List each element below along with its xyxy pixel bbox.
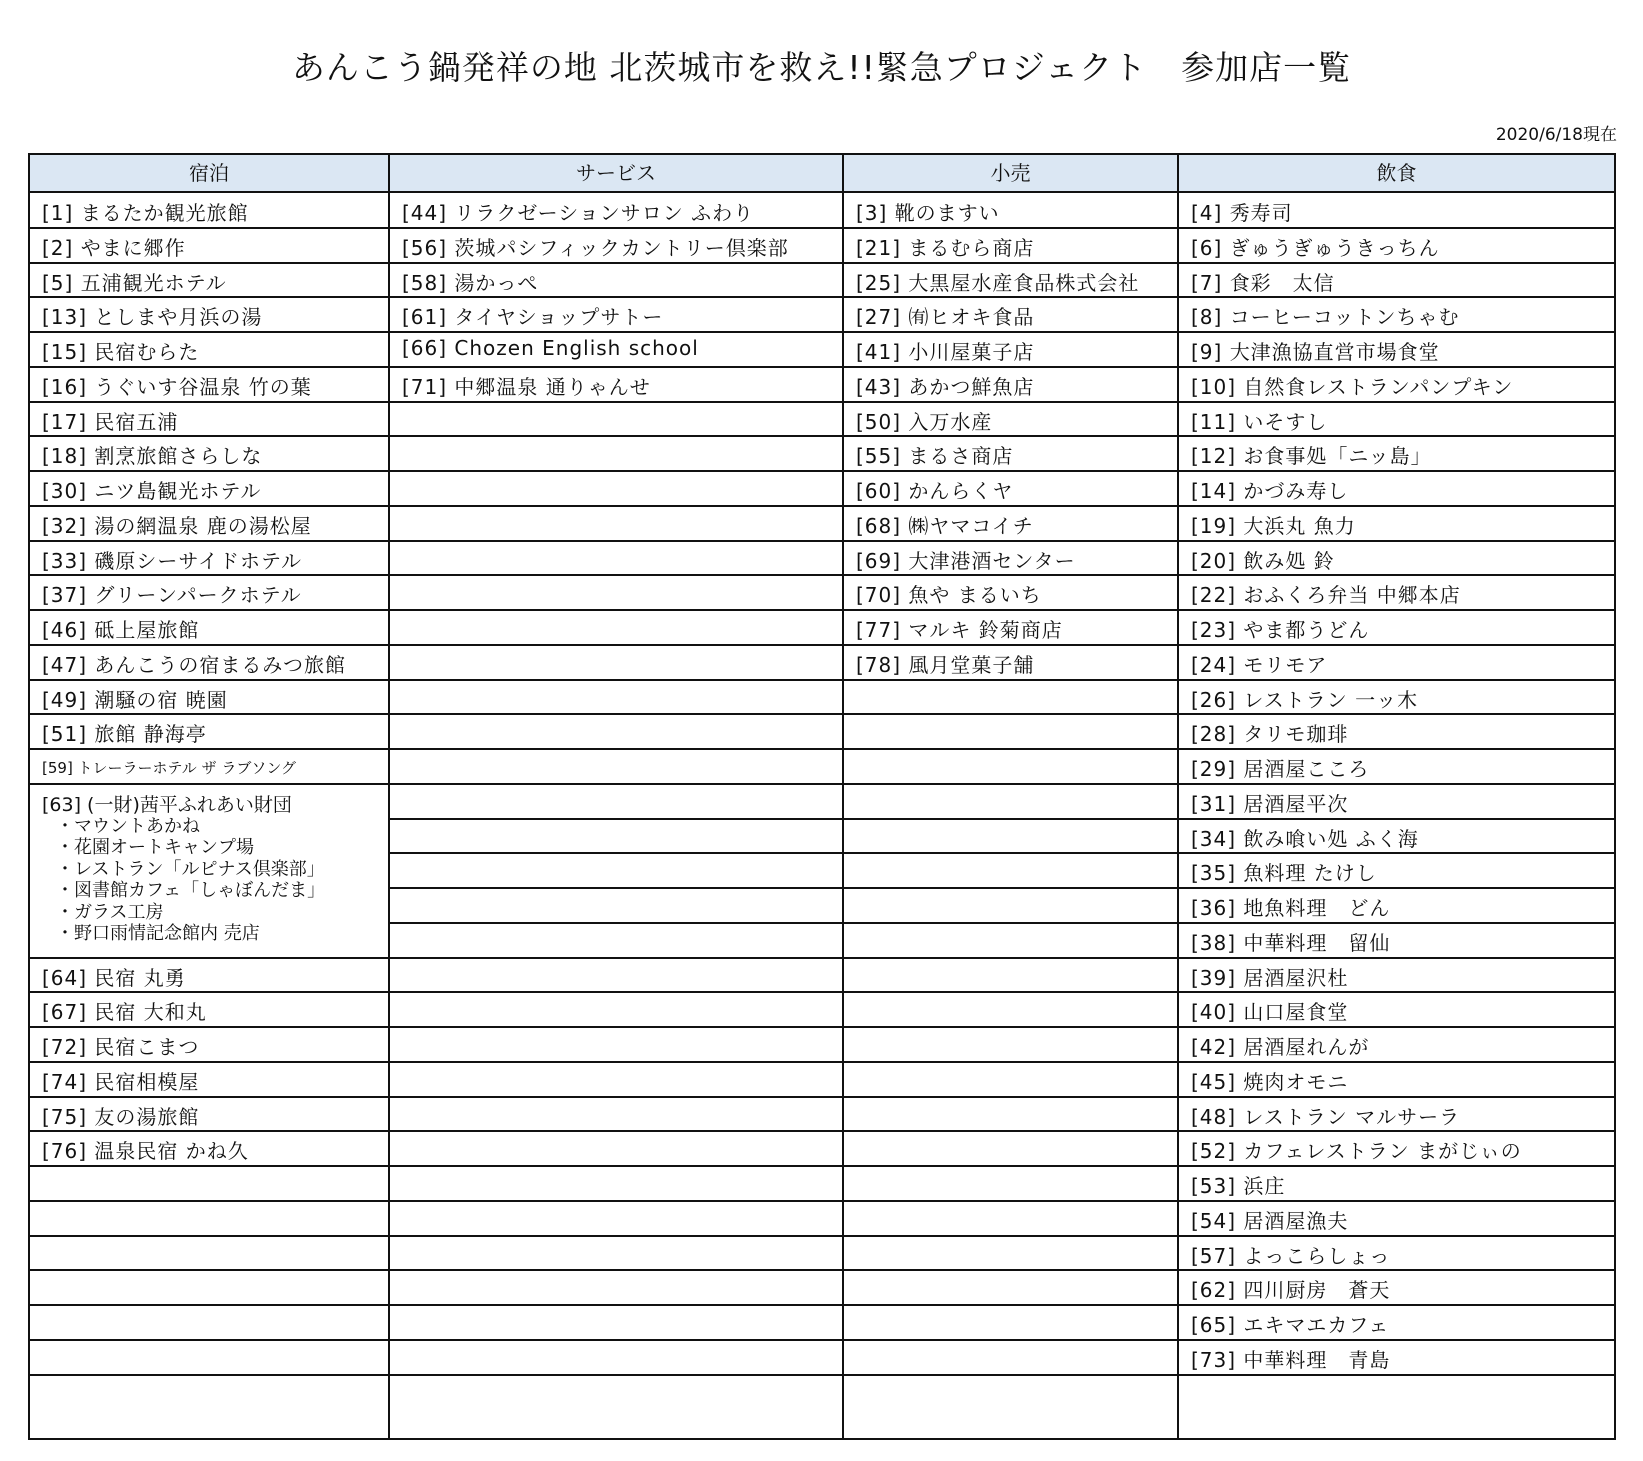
food-item: [9] 大津漁協直営市場食堂 xyxy=(1191,340,1440,364)
lodging-item: [18] 割烹旅館さらしな xyxy=(42,444,263,469)
row-divider xyxy=(30,366,388,368)
column-divider xyxy=(1177,155,1179,1438)
row-divider xyxy=(844,1374,1177,1376)
row-divider xyxy=(390,887,842,889)
food-item: [29] 居酒屋こころ xyxy=(1191,757,1370,781)
row-divider xyxy=(844,1339,1177,1341)
retail-item: [70] 魚や まるいち xyxy=(856,583,1042,608)
row-divider xyxy=(30,574,388,576)
food-item: [20] 飲み処 鈴 xyxy=(1191,548,1335,573)
as-of-date: 2020/6/18現在 xyxy=(1495,125,1617,145)
lodging-group-subitem: ・マウントあかね xyxy=(56,815,200,837)
row-divider xyxy=(844,922,1177,924)
lodging-item: [15] 民宿むらた xyxy=(42,340,200,364)
food-item: [19] 大浜丸 魚力 xyxy=(1191,513,1356,538)
retail-item: [50] 入万水産 xyxy=(856,409,993,434)
lodging-item: [76] 温泉民宿 かね久 xyxy=(42,1139,249,1164)
lodging-item: [16] うぐいす谷温泉 竹の葉 xyxy=(42,374,312,399)
food-item: [36] 地魚料理 どん xyxy=(1191,896,1391,920)
row-divider xyxy=(30,262,388,264)
food-item: [45] 焼肉オモニ xyxy=(1191,1069,1349,1094)
row-divider xyxy=(1179,644,1614,646)
participant-table xyxy=(28,153,1616,1440)
row-divider xyxy=(1179,1374,1614,1376)
row-divider xyxy=(1179,1339,1614,1341)
retail-item: [69] 大津港酒センター xyxy=(856,548,1076,573)
lodging-group-subitem: ・レストラン「ルピナス倶楽部」 xyxy=(56,858,325,880)
retail-item: [78] 風月堂菓子舗 xyxy=(856,652,1035,677)
row-divider xyxy=(1179,505,1614,507)
row-divider xyxy=(1179,1304,1614,1306)
row-divider xyxy=(1179,1130,1614,1132)
row-divider xyxy=(30,1165,388,1167)
lodging-item: [30] ニツ島観光ホテル xyxy=(42,479,262,503)
row-divider xyxy=(30,1235,388,1237)
row-divider xyxy=(30,957,388,959)
row-divider xyxy=(390,1130,842,1132)
row-divider xyxy=(1179,679,1614,681)
lodging-group-head: [63] (一財)茜平ふれあい財団 xyxy=(42,793,292,816)
food-item: [31] 居酒屋平次 xyxy=(1191,791,1349,816)
food-item: [4] 秀寿司 xyxy=(1191,201,1293,225)
row-divider xyxy=(844,713,1177,715)
lodging-item: [17] 民宿五浦 xyxy=(42,409,179,434)
row-divider xyxy=(390,1165,842,1167)
row-divider xyxy=(390,852,842,854)
row-divider xyxy=(1179,1235,1614,1237)
row-divider xyxy=(30,296,388,298)
row-divider xyxy=(30,401,388,403)
row-divider xyxy=(844,1304,1177,1306)
lodging-item: [67] 民宿 大和丸 xyxy=(42,1000,207,1025)
row-divider xyxy=(30,505,388,507)
row-divider xyxy=(30,748,388,750)
row-divider xyxy=(1179,574,1614,576)
row-divider xyxy=(390,679,842,681)
row-divider xyxy=(844,540,1177,542)
row-divider xyxy=(1179,922,1614,924)
food-item: [39] 居酒屋沢杜 xyxy=(1191,965,1349,990)
food-item: [10] 自然食レストランパンプキン xyxy=(1191,374,1514,399)
row-divider xyxy=(30,1304,388,1306)
row-divider xyxy=(390,1235,842,1237)
food-item: [48] レストラン マルサーラ xyxy=(1191,1104,1461,1129)
row-divider xyxy=(390,505,842,507)
row-divider xyxy=(1179,818,1614,820)
row-divider xyxy=(30,783,388,785)
food-item: [57] よっこらしょっ xyxy=(1191,1243,1391,1268)
food-item: [40] 山口屋食堂 xyxy=(1191,1000,1349,1025)
retail-item: [3] 靴のますい xyxy=(856,201,1000,225)
row-divider xyxy=(390,366,842,368)
table-header xyxy=(30,155,1614,193)
row-divider xyxy=(30,470,388,472)
row-divider xyxy=(390,1061,842,1063)
lodging-item: [72] 民宿こまつ xyxy=(42,1035,200,1059)
lodging-item: [74] 民宿相模屋 xyxy=(42,1069,200,1094)
service-item: [44] リラクゼーションサロン ふわり xyxy=(402,201,755,225)
food-item: [54] 居酒屋漁夫 xyxy=(1191,1208,1349,1233)
lodging-item: [2] やまに郷作 xyxy=(42,235,186,260)
row-divider xyxy=(844,957,1177,959)
row-divider xyxy=(844,1235,1177,1237)
retail-item: [55] まるさ商店 xyxy=(856,444,1014,469)
row-divider xyxy=(30,991,388,993)
lodging-group-item xyxy=(42,794,325,945)
lodging-item: [13] としまや月浜の湯 xyxy=(42,305,263,330)
food-item: [62] 四川厨房 蒼天 xyxy=(1191,1278,1391,1303)
lodging-item: [47] あんこうの宿まるみつ旅館 xyxy=(42,652,347,677)
header-food: 飲食 xyxy=(1376,161,1417,185)
food-item: [14] かづみ寿し xyxy=(1191,479,1349,503)
food-item: [7] 食彩 太信 xyxy=(1191,270,1335,295)
row-divider xyxy=(30,644,388,646)
header-service: サービス xyxy=(576,161,656,185)
row-divider xyxy=(844,227,1177,229)
row-divider xyxy=(1179,748,1614,750)
service-item: [58] 湯かっぺ xyxy=(402,270,539,295)
food-item: [34] 飲み喰い処 ふく海 xyxy=(1191,826,1419,851)
row-divider xyxy=(390,574,842,576)
row-divider xyxy=(390,644,842,646)
row-divider xyxy=(30,1374,388,1376)
row-divider xyxy=(1179,470,1614,472)
row-divider xyxy=(844,1269,1177,1271)
row-divider xyxy=(844,887,1177,889)
food-item: [6] ぎゅうぎゅうきっちん xyxy=(1191,235,1440,260)
row-divider xyxy=(844,783,1177,785)
food-item: [22] おふくろ弁当 中郷本店 xyxy=(1191,583,1461,608)
service-item: [66] Chozen English school xyxy=(402,336,699,360)
row-divider xyxy=(1179,1165,1614,1167)
retail-item: [41] 小川屋菓子店 xyxy=(856,340,1035,364)
row-divider xyxy=(30,1130,388,1132)
lodging-item: [46] 砥上屋旅館 xyxy=(42,618,200,642)
row-divider xyxy=(1179,262,1614,264)
lodging-item: [49] 潮騒の宿 暁園 xyxy=(42,687,228,712)
column-divider xyxy=(842,155,844,1438)
row-divider xyxy=(844,574,1177,576)
row-divider xyxy=(30,1061,388,1063)
retail-item: [43] あかつ鮮魚店 xyxy=(856,374,1035,399)
food-item: [11] いそすし xyxy=(1191,409,1328,434)
row-divider xyxy=(1179,1096,1614,1098)
retail-item: [27] ㈲ヒオキ食品 xyxy=(856,305,1035,330)
retail-item: [77] マルキ 鈴菊商店 xyxy=(856,618,1063,642)
row-divider xyxy=(1179,991,1614,993)
lodging-item: [32] 湯の網温泉 鹿の湯松屋 xyxy=(42,513,312,538)
row-divider xyxy=(390,1269,842,1271)
row-divider xyxy=(30,331,388,333)
row-divider xyxy=(30,1339,388,1341)
food-item: [24] モリモア xyxy=(1191,652,1328,677)
row-divider xyxy=(390,1096,842,1098)
row-divider xyxy=(844,1165,1177,1167)
row-divider xyxy=(844,262,1177,264)
page-title: あんこう鍋発祥の地 北茨城市を救え!!緊急プロジェクト 参加店一覧 xyxy=(291,48,1352,87)
lodging-item: [59] トレーラーホテル ザ ラブソング xyxy=(42,759,297,777)
lodging-item: [64] 民宿 丸勇 xyxy=(42,965,186,990)
row-divider xyxy=(30,1096,388,1098)
row-divider xyxy=(390,991,842,993)
row-divider xyxy=(844,366,1177,368)
row-divider xyxy=(1179,783,1614,785)
row-divider xyxy=(390,470,842,472)
row-divider xyxy=(30,540,388,542)
row-divider xyxy=(1179,331,1614,333)
row-divider xyxy=(844,818,1177,820)
row-divider xyxy=(30,1269,388,1271)
row-divider xyxy=(844,609,1177,611)
row-divider xyxy=(844,991,1177,993)
row-divider xyxy=(844,296,1177,298)
lodging-group-subitem: ・野口雨情記念館内 売店 xyxy=(56,923,260,945)
row-divider xyxy=(390,227,842,229)
row-divider xyxy=(390,783,842,785)
row-divider xyxy=(1179,887,1614,889)
food-item: [65] エキマエカフェ xyxy=(1191,1313,1390,1337)
row-divider xyxy=(30,1200,388,1202)
row-divider xyxy=(844,852,1177,854)
row-divider xyxy=(1179,401,1614,403)
row-divider xyxy=(390,818,842,820)
row-divider xyxy=(390,331,842,333)
header-retail: 小売 xyxy=(990,161,1031,185)
row-divider xyxy=(844,401,1177,403)
food-item: [53] 浜庄 xyxy=(1191,1174,1286,1198)
retail-item: [68] ㈱ヤマコイチ xyxy=(856,513,1034,538)
row-divider xyxy=(390,435,842,437)
retail-item: [60] かんらくヤ xyxy=(856,479,1014,503)
lodging-group-subitem: ・花園オートキャンプ場 xyxy=(56,837,254,859)
row-divider xyxy=(390,922,842,924)
row-divider xyxy=(844,679,1177,681)
row-divider xyxy=(1179,852,1614,854)
row-divider xyxy=(390,1304,842,1306)
column-divider xyxy=(388,155,390,1438)
row-divider xyxy=(390,401,842,403)
lodging-item: [51] 旅館 静海亭 xyxy=(42,722,207,747)
row-divider xyxy=(1179,1200,1614,1202)
food-item: [42] 居酒屋れんが xyxy=(1191,1035,1370,1059)
food-item: [12] お食事処「ニッ島」 xyxy=(1191,444,1432,469)
row-divider xyxy=(390,262,842,264)
row-divider xyxy=(30,435,388,437)
row-divider xyxy=(390,540,842,542)
row-divider xyxy=(390,1200,842,1202)
lodging-group-subitem: ・図書館カフェ「しゃぼんだま」 xyxy=(56,880,326,902)
row-divider xyxy=(390,957,842,959)
lodging-group-subitem: ・ガラス工房 xyxy=(56,901,164,923)
row-divider xyxy=(844,435,1177,437)
row-divider xyxy=(844,644,1177,646)
food-item: [28] タリモ珈琲 xyxy=(1191,722,1349,747)
service-item: [71] 中郷温泉 通りゃんせ xyxy=(402,374,651,399)
row-divider xyxy=(1179,296,1614,298)
row-divider xyxy=(1179,227,1614,229)
food-item: [52] カフェレストラン まがじぃの xyxy=(1191,1139,1522,1164)
lodging-item: [37] グリーンパークホテル xyxy=(42,583,302,608)
lodging-item: [5] 五浦観光ホテル xyxy=(42,270,227,295)
row-divider xyxy=(1179,1026,1614,1028)
row-divider xyxy=(1179,957,1614,959)
row-divider xyxy=(1179,366,1614,368)
row-divider xyxy=(844,505,1177,507)
row-divider xyxy=(1179,609,1614,611)
row-divider xyxy=(1179,1061,1614,1063)
food-item: [23] やま都うどん xyxy=(1191,618,1370,642)
row-divider xyxy=(1179,1269,1614,1271)
lodging-item: [33] 磯原シーサイドホテル xyxy=(42,548,303,573)
row-divider xyxy=(844,1026,1177,1028)
row-divider xyxy=(844,748,1177,750)
service-item: [56] 茨城パシフィックカントリー倶楽部 xyxy=(402,235,789,260)
row-divider xyxy=(390,1339,842,1341)
row-divider xyxy=(30,713,388,715)
row-divider xyxy=(30,227,388,229)
row-divider xyxy=(390,1374,842,1376)
food-item: [38] 中華料理 留仙 xyxy=(1191,930,1391,955)
lodging-item: [75] 友の湯旅館 xyxy=(42,1104,200,1129)
row-divider xyxy=(30,679,388,681)
row-divider xyxy=(30,609,388,611)
food-item: [26] レストラン 一ッ木 xyxy=(1191,687,1419,712)
row-divider xyxy=(390,1026,842,1028)
row-divider xyxy=(1179,435,1614,437)
food-item: [35] 魚料理 たけし xyxy=(1191,861,1377,886)
row-divider xyxy=(390,748,842,750)
retail-item: [25] 大黒屋水産食品株式会社 xyxy=(856,270,1140,295)
row-divider xyxy=(390,713,842,715)
row-divider xyxy=(844,1130,1177,1132)
row-divider xyxy=(1179,540,1614,542)
row-divider xyxy=(844,331,1177,333)
food-item: [73] 中華料理 青島 xyxy=(1191,1347,1391,1372)
food-item: [8] コーヒーコットンちゃむ xyxy=(1191,305,1460,330)
row-divider xyxy=(844,470,1177,472)
service-item: [61] タイヤショップサトー xyxy=(402,305,664,330)
retail-item: [21] まるむら商店 xyxy=(856,235,1035,260)
lodging-item: [1] まるたか観光旅館 xyxy=(42,201,249,225)
row-divider xyxy=(30,1026,388,1028)
row-divider xyxy=(844,1061,1177,1063)
row-divider xyxy=(390,609,842,611)
row-divider xyxy=(844,1200,1177,1202)
header-lodging: 宿泊 xyxy=(189,161,229,185)
row-divider xyxy=(1179,713,1614,715)
row-divider xyxy=(390,296,842,298)
row-divider xyxy=(844,1096,1177,1098)
